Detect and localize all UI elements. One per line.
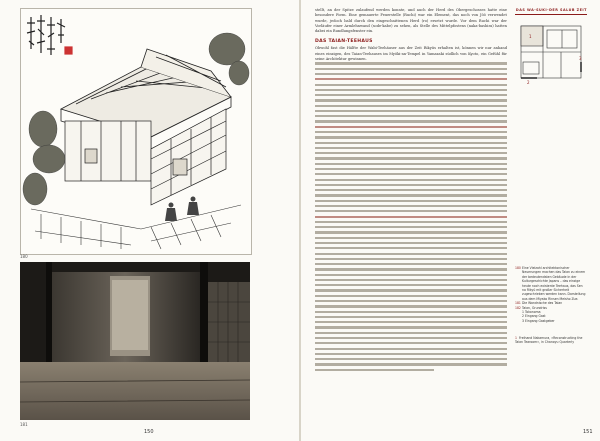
running-head: DAS WA-SUKI-DER SALUB ZEIT: [515, 8, 587, 15]
teahouse-illustration: [20, 8, 252, 255]
footnote-number: 1: [515, 336, 517, 340]
svg-text:2: 2: [527, 80, 530, 85]
interior-photo: [20, 262, 250, 420]
figure-legend: [515, 266, 587, 323]
garden-ground: [31, 205, 241, 249]
tatami-floor: [20, 362, 250, 420]
left-folio: 150: [144, 429, 154, 435]
woodblock-drawing: [21, 9, 251, 254]
right-page: [301, 0, 600, 441]
tokonoma-photo: [20, 262, 250, 420]
legend-item: 182 Taian, Grundriss: [515, 305, 547, 310]
svg-text:1: 1: [529, 34, 532, 39]
svg-text:3: 3: [579, 56, 582, 61]
sidebar: [515, 8, 587, 420]
illustration-caption-number: 180: [20, 254, 28, 259]
photo-caption-number: 181: [20, 422, 28, 427]
body-text-lines: [315, 62, 507, 371]
floor-plan-drawing: [517, 22, 585, 85]
legend-item: 180 Eine Vielzahl architektonischer Neuerungen machen das Taian zu einem der bedeutendsten Gebäude in der Kulturgeschichte Japans – das einzige heute noch existente Teehaus, das Sen no Rikyū mit großer Sicherheit zugeschrieben werden kann. Darstellung aus dem Miyako Rinsen Meisho Zue.: [515, 266, 586, 301]
calligraphy-inscription: [27, 15, 72, 55]
legend-item: 181 Die Wandnische des Taian: [515, 301, 563, 306]
legend-subitem: 3 Eingang Gastgeber: [522, 318, 555, 323]
body-text-column: [315, 8, 507, 420]
right-folio: 151: [583, 429, 593, 435]
legend-subitem: 1 Tokonoma: [522, 310, 541, 315]
teahouse-walls: [65, 109, 226, 205]
legend-subitem: 2 Eingang Gast: [522, 314, 546, 319]
section-heading: DAS TAIAN-TEEHAUS: [315, 39, 373, 45]
left-page: [0, 0, 299, 441]
footnote: [515, 336, 587, 345]
floor-plan: [517, 22, 585, 85]
intro-paragraph: stellt, an der Spitze zulaufend werden konnte, und auch der Herd des Obergeschosses hatte eine besondere Form. Eine gemauerte Feuerstelle (Ruchi) war ein Element, das noch von Jōō verwendet wurde, jedoch bald durch den eingeschnittenen Herd (ro) ersetzt wurde. Vor dem Ruchi war der Vorläufer einer Armlehnwand (sode-kabe) zu sehen, als Stelle des Mittelpfostens (naka-bashira) hatten dabei ein Rundlungsfenster ein.: [315, 8, 507, 34]
footnote-text: Freihand Nakamura, »Reconstructing the Taian Tearoom«, in Chanoyu Quarterly: [515, 336, 583, 345]
section-opening-paragraph: Obwohl fast die Hälfte der Wabi-Teehäuser aus der Zeit Rikyūs erhalten ist, können wir nur anhand eines einzigen, des Taian-Teehauses im Myōki-an-Tempel in Yamazaki südlich von Kyoto, ein Gefühl für seine Architektur gewinnen.: [315, 46, 507, 62]
figures: [165, 197, 199, 222]
